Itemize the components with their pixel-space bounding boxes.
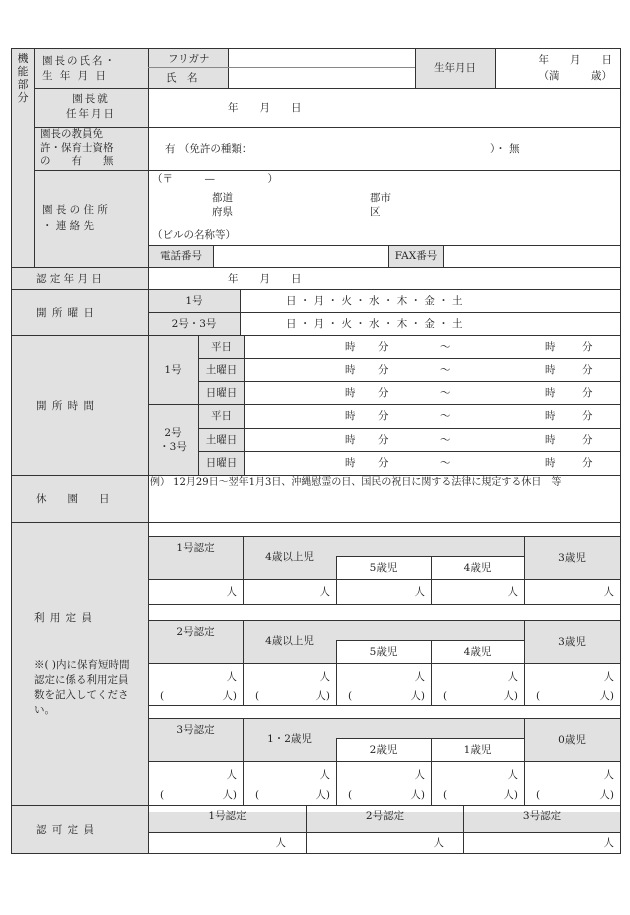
- hour-group-2: 2号 ・3号: [159, 427, 187, 453]
- start-minute[interactable]: 分: [378, 387, 389, 399]
- end-minute[interactable]: 分: [582, 341, 593, 353]
- capacity-label: 利 用 定 員: [34, 612, 94, 624]
- cap1-value[interactable]: 人: [414, 586, 425, 598]
- cap2-short-value[interactable]: 人): [315, 690, 330, 702]
- start-minute[interactable]: 分: [378, 434, 389, 446]
- time-range-tilde: 〜: [440, 434, 451, 446]
- start-minute[interactable]: 分: [378, 364, 389, 376]
- cap2-short-value[interactable]: 人): [222, 690, 237, 702]
- approved-value-2[interactable]: 人: [433, 837, 444, 849]
- row-line-8: [11, 522, 621, 523]
- time-range-tilde: 〜: [440, 457, 451, 469]
- cap3-short-value[interactable]: 人): [410, 789, 425, 801]
- hour-group-1: 1号: [164, 364, 182, 376]
- cap3-value[interactable]: 人: [507, 769, 518, 781]
- hour-day-label: 平日: [211, 410, 232, 422]
- fax-input[interactable]: [444, 246, 619, 266]
- time-range-tilde: 〜: [440, 410, 451, 422]
- cap2-short-value[interactable]: 人): [410, 690, 425, 702]
- cap2-paren-open: (: [160, 690, 165, 702]
- row-line-3: [34, 170, 621, 171]
- appointment-label: 園長就 任年月日: [66, 93, 116, 120]
- cap3-type-label: 3号認定: [176, 724, 215, 736]
- end-minute[interactable]: 分: [582, 457, 593, 469]
- capacity-note: ※( )内に保育短時間認定に係る利用定員数を記入してください。: [34, 659, 130, 716]
- postal-code[interactable]: （〒 — ）: [152, 173, 278, 185]
- end-minute[interactable]: 分: [582, 364, 593, 376]
- day-type-2: 2号・3号: [171, 318, 217, 330]
- cap2-short-value[interactable]: 人): [599, 690, 614, 702]
- cap2-type-label: 2号認定: [176, 626, 215, 638]
- end-minute[interactable]: 分: [582, 434, 593, 446]
- cap3-group-label: 1・2歳児: [267, 733, 312, 745]
- cap2-head-bottom: [148, 663, 621, 664]
- cap2-group-label: 4歳以上児: [265, 635, 314, 647]
- birth-label: 生年月日: [434, 62, 476, 74]
- phone-input[interactable]: [214, 246, 387, 266]
- hour-day-label: 日曜日: [205, 387, 238, 399]
- cap1-value[interactable]: 人: [507, 586, 518, 598]
- name-field-label: 氏 名: [166, 72, 198, 84]
- cap3-paren-open: (: [536, 789, 541, 801]
- cap2-sub2-label: 4歳児: [463, 646, 492, 658]
- license-label: 園長の教員免 許・保育士資格 の 有 無: [40, 128, 114, 167]
- cap2-value[interactable]: 人: [226, 671, 237, 683]
- cap3-short-value[interactable]: 人): [222, 789, 237, 801]
- frame-bottom: [11, 853, 621, 854]
- start-hour[interactable]: 時: [345, 364, 356, 376]
- hour-day-label: 日曜日: [205, 457, 238, 469]
- address-label: 園 長 の 住 所 ・ 連 絡 先: [42, 204, 108, 232]
- start-minute[interactable]: 分: [378, 457, 389, 469]
- end-minute[interactable]: 分: [582, 410, 593, 422]
- hour-type-divider: [244, 335, 245, 475]
- start-hour[interactable]: 時: [345, 434, 356, 446]
- section-divider: [34, 48, 35, 267]
- cap3-head-bottom: [148, 761, 621, 762]
- hour-day-label: 平日: [211, 341, 232, 353]
- cap2-last-label: 3歳児: [558, 636, 586, 648]
- building-name[interactable]: （ビルの名称等）: [152, 229, 236, 241]
- start-hour[interactable]: 時: [345, 410, 356, 422]
- cap2-short-value[interactable]: 人): [503, 690, 518, 702]
- holidays-label: 休 園 日: [36, 493, 110, 505]
- approved-header-1: 1号認定: [208, 810, 247, 822]
- cap1-last-label: 3歳児: [558, 552, 586, 564]
- cap3-short-value[interactable]: 人): [315, 789, 330, 801]
- approved-header-3: 3号認定: [522, 810, 562, 822]
- furigana-input[interactable]: [229, 49, 414, 66]
- start-minute[interactable]: 分: [378, 410, 389, 422]
- cap3-last-label: 0歳児: [558, 734, 586, 746]
- time-range-tilde: 〜: [440, 341, 451, 353]
- cap1-value[interactable]: 人: [226, 586, 237, 598]
- appointment-value[interactable]: 年 月 日: [228, 101, 302, 114]
- license-end[interactable]: ）・ 無: [490, 143, 520, 155]
- cap3-paren-open: (: [255, 789, 260, 801]
- cap1-sub2-label: 4歳児: [463, 562, 492, 574]
- cap2-paren-open: (: [536, 690, 541, 702]
- days-select-2[interactable]: 日 ・ 月 ・ 火 ・ 水 ・ 木 ・ 金 ・ 土: [286, 318, 463, 330]
- start-hour[interactable]: 時: [345, 457, 356, 469]
- prefecture-label: 都道 府県: [212, 192, 233, 218]
- day-type-divider: [240, 289, 241, 335]
- approved-value-3[interactable]: 人: [603, 837, 614, 849]
- end-minute[interactable]: 分: [582, 387, 593, 399]
- start-minute[interactable]: 分: [378, 341, 389, 353]
- cap2-paren-open: (: [348, 690, 353, 702]
- cap3-sub2-label: 1歳児: [463, 744, 492, 756]
- cap1-sub1-label: 5歳児: [369, 562, 398, 574]
- frame-left: [11, 48, 12, 854]
- city-label: 郡市 区: [370, 192, 391, 218]
- name-input[interactable]: [229, 68, 414, 87]
- hour-day-label: 土曜日: [205, 364, 238, 376]
- cap3-short-value[interactable]: 人): [599, 789, 614, 801]
- approved-header-2: 2号認定: [365, 810, 405, 822]
- opening-days-label: 開 所 曜 日: [36, 306, 96, 319]
- cap2-paren-open: (: [255, 690, 260, 702]
- birth-divider-b: [495, 48, 496, 88]
- cap1-head-bottom: [148, 579, 621, 580]
- license-value[interactable]: 有 （免許の種類：: [165, 143, 253, 155]
- end-hour[interactable]: 時: [545, 341, 556, 353]
- cap3-value[interactable]: 人: [226, 769, 237, 781]
- director-name-label: 園長の氏名・ 生 年 月 日: [42, 55, 117, 82]
- certification-label: 認 定 年 月 日: [36, 272, 102, 285]
- cap2-sub1-label: 5歳児: [369, 646, 398, 658]
- days-select-1[interactable]: 日 ・ 月 ・ 火 ・ 水 ・ 木 ・ 金 ・ 土: [286, 295, 463, 307]
- end-hour[interactable]: 時: [545, 457, 556, 469]
- cap3-value[interactable]: 人: [603, 769, 614, 781]
- section-label: 機能部分: [17, 52, 29, 104]
- cap1-bottom: [148, 604, 621, 605]
- start-hour[interactable]: 時: [345, 387, 356, 399]
- cap1-group-label: 4歳以上児: [265, 551, 314, 563]
- opening-hours-label: 開 所 時 間: [36, 399, 96, 412]
- start-hour[interactable]: 時: [345, 341, 356, 353]
- certification-value[interactable]: 年 月 日: [228, 272, 302, 285]
- cap3-paren-open: (: [160, 789, 165, 801]
- cap2-value[interactable]: 人: [319, 671, 330, 683]
- cap3-paren-open: (: [443, 789, 448, 801]
- cap3-value[interactable]: 人: [414, 769, 425, 781]
- cap3-short-value[interactable]: 人): [503, 789, 518, 801]
- phone-label: 電話番号: [160, 250, 202, 262]
- hour-day-label: 土曜日: [205, 434, 238, 446]
- end-hour[interactable]: 時: [545, 434, 556, 446]
- cap1-value[interactable]: 人: [319, 586, 330, 598]
- time-range-tilde: 〜: [440, 364, 451, 376]
- approved-head-line: [148, 832, 621, 833]
- approved-value-1[interactable]: 人: [275, 837, 286, 849]
- cap1-type-label: 1号認定: [176, 542, 215, 554]
- furigana-label: フリガナ: [168, 53, 210, 65]
- cap2-value[interactable]: 人: [507, 671, 518, 683]
- cap2-paren-open: (: [443, 690, 448, 702]
- time-range-tilde: 〜: [440, 387, 451, 399]
- cap3-paren-open: (: [348, 789, 353, 801]
- cap2-value[interactable]: 人: [603, 671, 614, 683]
- cap3-value[interactable]: 人: [319, 769, 330, 781]
- approved-capacity-label: 認 可 定 員: [36, 823, 96, 836]
- holidays-example[interactable]: 例） 12月29日〜翌年1月3日、沖縄慰霊の日、国民の祝日に関する法律に規定する休日 等: [150, 477, 562, 488]
- end-hour[interactable]: 時: [545, 410, 556, 422]
- day-type-1: 1号: [185, 295, 203, 307]
- end-hour[interactable]: 時: [545, 364, 556, 376]
- end-hour[interactable]: 時: [545, 387, 556, 399]
- cap1-value[interactable]: 人: [603, 586, 614, 598]
- cap3-sub1-label: 2歳児: [369, 744, 398, 756]
- fax-label: FAX番号: [394, 250, 438, 262]
- cap2-bottom: [148, 705, 621, 706]
- cap2-value[interactable]: 人: [414, 671, 425, 683]
- birth-value[interactable]: 年 月 日 （満 歳）: [538, 54, 612, 82]
